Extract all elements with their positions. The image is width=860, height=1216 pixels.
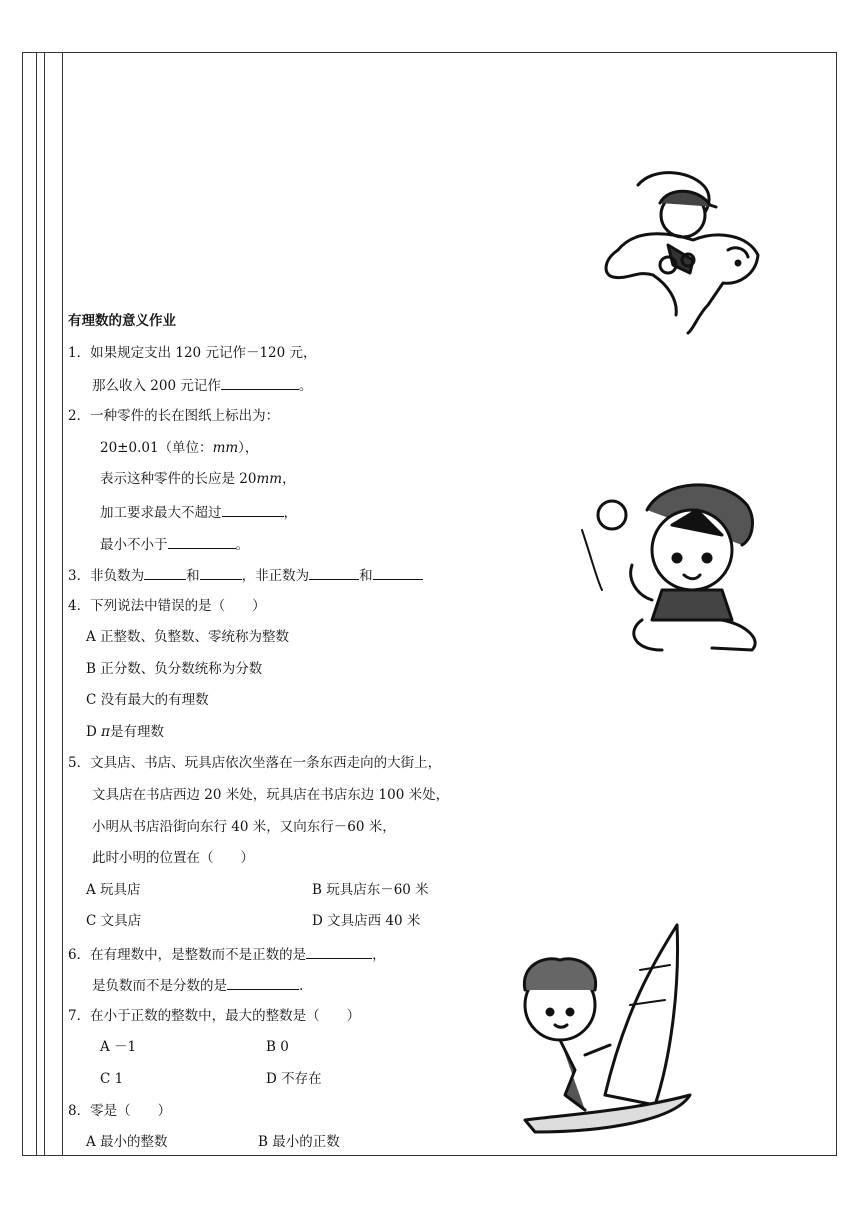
q7-option-c[interactable]: C 1 [100, 1071, 124, 1087]
q2-line2b: ）， [238, 440, 259, 456]
q1-line1: 1．如果规定支出 120 元记作－120 元， [68, 345, 317, 361]
q6-line1-end: ， [372, 947, 386, 963]
margin-line-1 [36, 52, 37, 1156]
q4-stem: 4．下列说法中错误的是（ ） [68, 598, 266, 614]
q2-line5-text: 最小不小于 [100, 537, 168, 553]
q4-option-b[interactable]: B 正分数、负分数统称为分数 [86, 661, 263, 677]
q1-line2-end: 。 [298, 378, 313, 394]
margin-line-3 [62, 52, 63, 1156]
margin-line-2 [44, 52, 45, 1156]
q2-line3b: ， [282, 471, 296, 487]
q3-blank-3[interactable] [309, 565, 359, 580]
q6-blank-1[interactable] [306, 944, 372, 959]
q3-line [68, 565, 423, 585]
q1-line2-text: 那么收入 200 元记作 [92, 378, 221, 394]
q2-line3 [100, 470, 296, 488]
q5-line2: 文具店在书店西边 20 米处，玩具店在书店东边 100 米处， [92, 787, 450, 803]
q8-option-a[interactable]: A 最小的整数 [86, 1134, 168, 1150]
q2-line4 [100, 502, 297, 522]
q6-line1 [68, 944, 386, 964]
q5-line4: 此时小明的位置在（ ） [92, 850, 254, 866]
q3-and-2: 和 [359, 568, 373, 584]
mascot-windsurfer-illustration [505, 920, 695, 1135]
q1-answer-blank[interactable] [221, 375, 299, 390]
q6-line2-text: 是负数而不是分数的是 [92, 978, 227, 994]
q5-option-d[interactable]: D 文具店西 40 米 [312, 913, 421, 929]
q3-blank-1[interactable] [144, 565, 186, 580]
q2-line4-text: 加工要求最大不超过 [100, 505, 222, 521]
q6-line2-end: . [299, 978, 304, 994]
q4-option-d-prefix: D [86, 724, 102, 740]
q3-text-b: ，非正数为 [241, 568, 310, 584]
q4-option-d[interactable] [86, 723, 164, 741]
q1-line2 [92, 375, 312, 395]
mascot-horse-rider-illustration [598, 165, 763, 335]
mascot-ball-thrower-illustration [572, 470, 772, 655]
q7-option-a[interactable]: A －1 [100, 1039, 137, 1055]
q6-blank-2[interactable] [227, 975, 299, 990]
q4-option-a[interactable]: A 正整数、负整数、零统称为整数 [86, 629, 290, 645]
q3-blank-4[interactable] [373, 565, 423, 580]
q5-line3: 小明从书店沿街向东行 40 米，又向东行－60 米， [92, 819, 396, 835]
q2-line5-end: 。 [235, 537, 249, 553]
homework-title: 有理数的意义作业 [68, 313, 176, 329]
q2-line2 [100, 439, 258, 457]
q2-line5 [100, 534, 249, 554]
q8-stem: 8．零是（ ） [68, 1103, 172, 1119]
q6-line2 [92, 975, 303, 995]
q2-line3a: 表示这种零件的长应是 20 [100, 471, 257, 487]
q4-option-c[interactable]: C 没有最大的有理数 [86, 692, 209, 708]
q5-option-b[interactable]: B 玩具店东－60 米 [312, 882, 429, 898]
q7-stem: 7．在小于正数的整数中，最大的整数是（ ） [68, 1008, 361, 1024]
q3-text-a: 3．非负数为 [68, 568, 145, 584]
q2-line3-unit: mm [256, 471, 283, 487]
q2-line4-end: ， [283, 505, 297, 521]
q5-option-c[interactable]: C 文具店 [86, 913, 142, 929]
q3-blank-2[interactable] [200, 565, 242, 580]
q6-line1-text: 6．在有理数中，是整数而不是正数的是 [68, 947, 307, 963]
q2-min-blank[interactable] [168, 534, 236, 549]
q2-line1: 2．一种零件的长在图纸上标出为： [68, 408, 280, 424]
q5-option-a[interactable]: A 玩具店 [86, 882, 141, 898]
q2-max-blank[interactable] [222, 502, 284, 517]
q4-option-d-pi: π [101, 724, 110, 740]
q8-option-b[interactable]: B 最小的正数 [258, 1134, 340, 1150]
q3-and-1: 和 [186, 568, 200, 584]
q5-line1: 5．文具店、书店、玩具店依次坐落在一条东西走向的大街上， [68, 755, 442, 771]
q2-unit-mm: mm [212, 440, 239, 456]
q7-option-d[interactable]: D 不存在 [266, 1071, 322, 1087]
q2-line2a: 20±0.01（单位： [100, 440, 213, 456]
q4-option-d-suffix: 是有理数 [110, 724, 164, 740]
q7-option-b[interactable]: B 0 [266, 1039, 289, 1055]
